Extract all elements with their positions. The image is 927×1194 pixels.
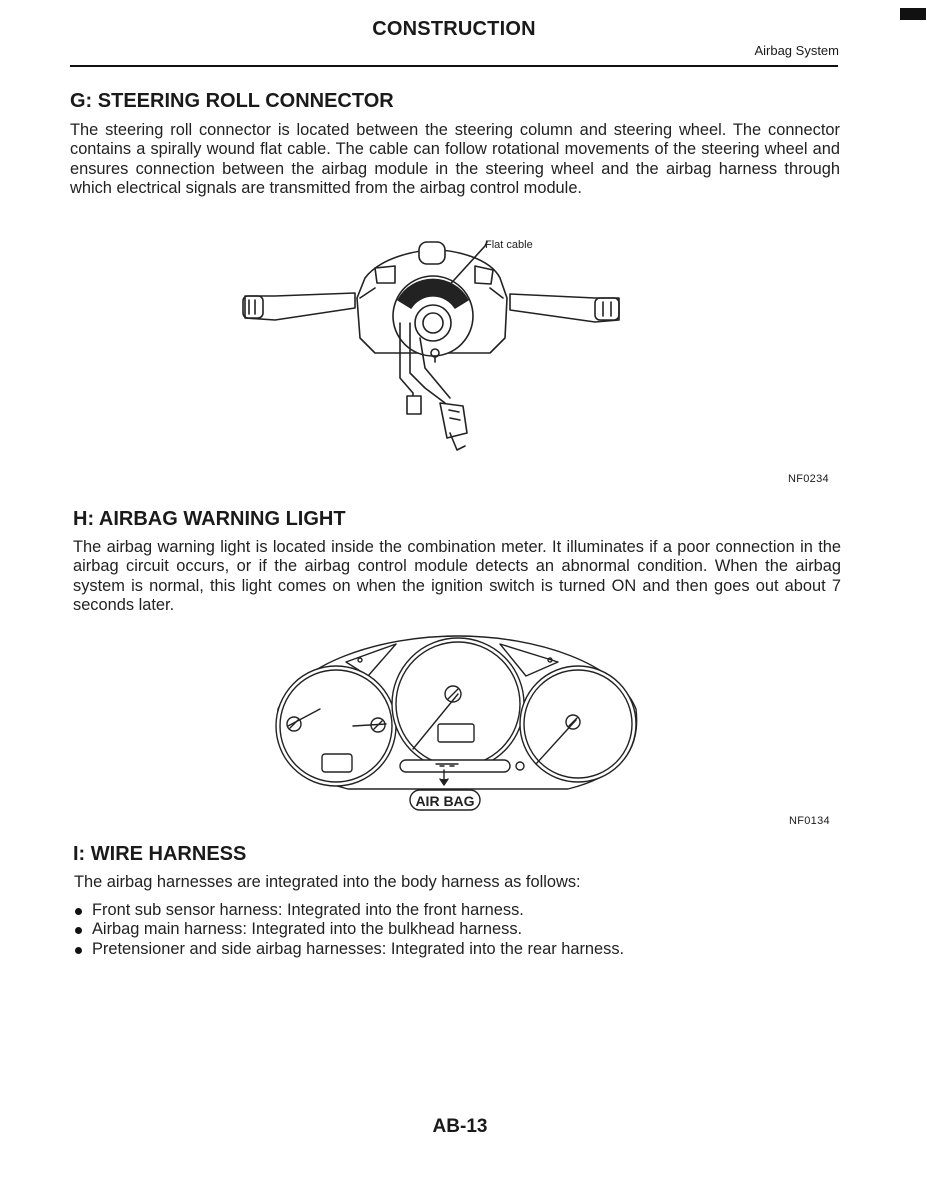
section-body-wire-harness: The airbag harnesses are integrated into the body harness as follows: bbox=[74, 873, 581, 891]
steering-roll-connector-figure bbox=[235, 228, 635, 460]
airbag-warning-label: AIR BAG bbox=[415, 793, 475, 809]
page-header-title: CONSTRUCTION bbox=[372, 18, 536, 40]
header-rule bbox=[70, 65, 838, 67]
combination-meter-figure bbox=[268, 624, 648, 820]
flat-cable-callout: Flat cable bbox=[485, 239, 533, 251]
list-item: Airbag main harness: Integrated into the bulkhead harness. bbox=[74, 920, 624, 939]
section-body-airbag-warning-light: The airbag warning light is located inside the combination meter. It illuminates if a poor connection in the airbag circuit occurs, or if the airbag control module detects an abnormal condition. When the airbag system is normal, this light comes on when the ignition switch is turned ON and then goes out about 7 seconds later. bbox=[73, 538, 841, 615]
section-heading-steering-roll-connector: G: STEERING ROLL CONNECTOR bbox=[70, 90, 394, 112]
figure-code-nf0234: NF0234 bbox=[788, 473, 829, 485]
section-heading-wire-harness: I: WIRE HARNESS bbox=[73, 843, 247, 865]
page-number: AB-13 bbox=[432, 1116, 488, 1137]
figure-code-nf0134: NF0134 bbox=[789, 815, 830, 827]
list-item: Pretensioner and side airbag harnesses: Integrated into the rear harness. bbox=[74, 940, 624, 959]
section-heading-airbag-warning-light: H: AIRBAG WARNING LIGHT bbox=[73, 508, 346, 530]
section-body-steering-roll-connector: The steering roll connector is located between the steering column and steering wheel. The connector contains a spirally wound flat cable. The cable can follow rotational movements of the steering wheel and ensures connection between the airbag module in the steering wheel and the airbag harness through which electrical signals are transmitted from the airbag control module. bbox=[70, 121, 840, 198]
page-header-subtitle: Airbag System bbox=[754, 43, 839, 58]
wire-harness-bullet-list bbox=[74, 901, 624, 959]
list-item: Front sub sensor harness: Integrated into the front harness. bbox=[74, 901, 624, 920]
